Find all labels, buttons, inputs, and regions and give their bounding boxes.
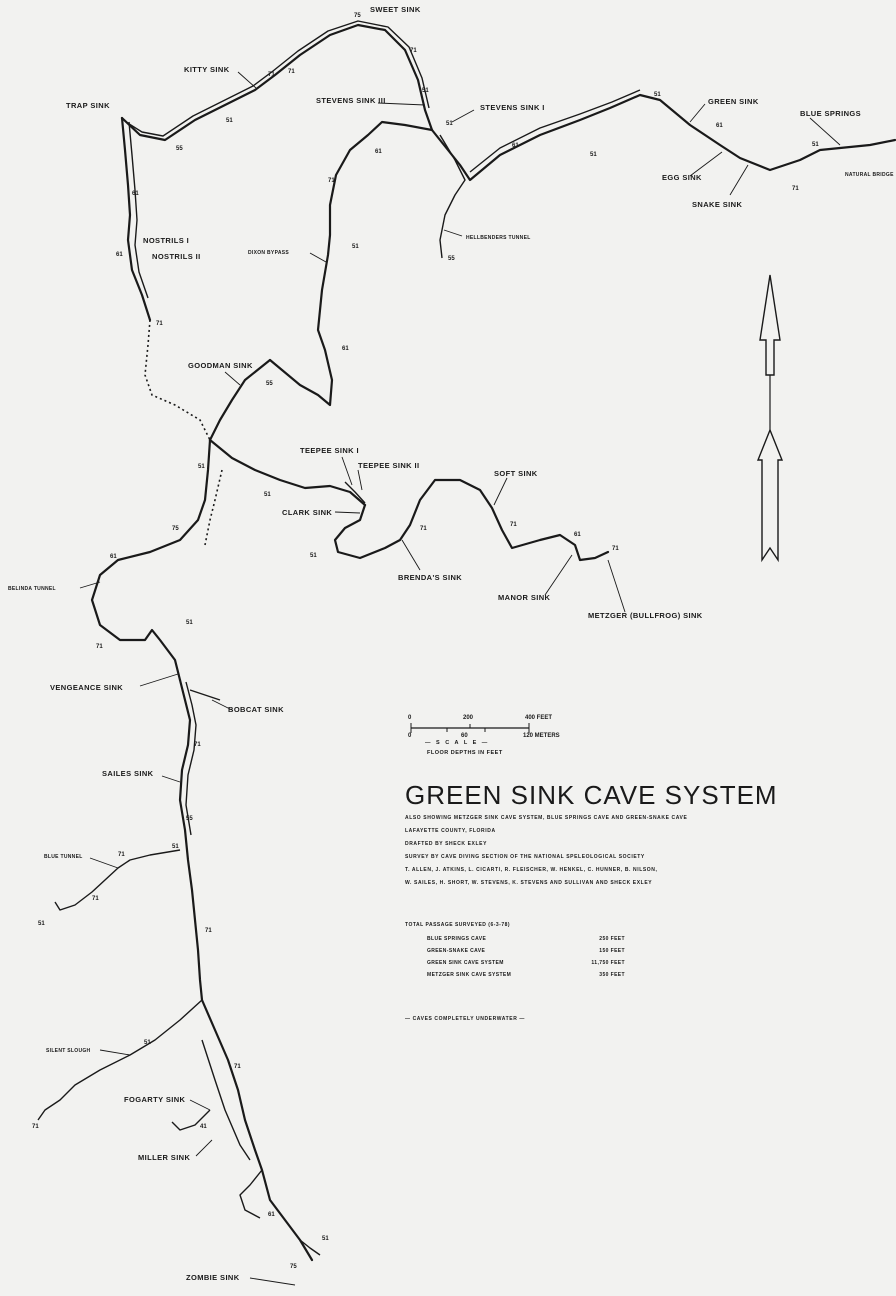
label-egg-sink: EGG SINK — [662, 173, 702, 182]
depth-marker: 71 — [288, 69, 295, 75]
depth-marker: 75 — [172, 526, 179, 532]
scale-feet-0: 0 — [408, 715, 412, 721]
depth-marker: 51 — [186, 620, 193, 626]
totals-value: 150 FEET — [599, 948, 625, 954]
place-labels — [8, 5, 894, 1282]
label-nostrils-ii: NOSTRILS II — [152, 252, 201, 261]
depth-marker: 71 — [118, 852, 125, 858]
depth-marker: 51 — [310, 553, 317, 559]
depth-marker: 71 — [420, 526, 427, 532]
description-line: LAFAYETTE COUNTY, FLORIDA — [405, 828, 496, 834]
depth-marker: 71 — [612, 546, 619, 552]
label-snake-sink: SNAKE SINK — [692, 200, 743, 209]
totals-name: METZGER SINK CAVE SYSTEM — [427, 972, 512, 978]
depth-marker: 41 — [200, 1124, 207, 1130]
label-clark-sink: CLARK SINK — [282, 508, 333, 517]
depth-marker: 71 — [205, 928, 212, 934]
depth-marker: 75 — [354, 13, 361, 19]
depth-marker: 71 — [328, 178, 335, 184]
label-teepee-sink-ii: TEEPEE SINK II — [358, 461, 420, 470]
depth-marker: 51 — [172, 844, 179, 850]
cave-passages — [38, 21, 895, 1260]
label-teepee-sink-i: TEEPEE SINK I — [300, 446, 359, 455]
description-line: W. SAILES, H. SHORT, W. STEVENS, K. STEVENS AND SULLIVAN AND SHECK EXLEY — [405, 880, 653, 886]
depth-marker: 51 — [422, 88, 429, 94]
depth-marker: 51 — [812, 142, 819, 148]
scale-caption: — S C A L E — — [425, 740, 490, 746]
depth-marker: 71 — [32, 1124, 39, 1130]
label-fogarty-sink: FOGARTY SINK — [124, 1095, 186, 1104]
label-stevens-sink-ii: STEVENS SINK III — [316, 96, 386, 105]
description-line: SURVEY BY CAVE DIVING SECTION OF THE NATIONAL SPELEOLOGICAL SOCIETY — [405, 854, 645, 860]
totals-row — [405, 972, 625, 984]
label-belinda-tunnel: BELINDA TUNNEL — [8, 586, 56, 592]
label-hellbenders-tunnel: HELLBENDERS TUNNEL — [466, 235, 531, 241]
label-miller-sink: MILLER SINK — [138, 1153, 191, 1162]
label-sailes-sink: SAILES SINK — [102, 769, 154, 778]
depth-marker: 61 — [132, 191, 139, 197]
label-goodman-sink: GOODMAN SINK — [188, 361, 253, 370]
label-blue-springs: BLUE SPRINGS — [800, 109, 862, 118]
depth-marker: 61 — [268, 1212, 275, 1218]
depth-marker: 61 — [716, 123, 723, 129]
underwater-note: — CAVES COMPLETELY UNDERWATER — — [405, 1016, 526, 1022]
depth-marker: 51 — [144, 1040, 151, 1046]
depth-marker: 61 — [342, 346, 349, 352]
label-vengeance-sink: VENGEANCE SINK — [50, 683, 124, 692]
label-green-sink: GREEN SINK — [708, 97, 759, 106]
depth-marker: 71 — [156, 321, 163, 327]
label-bobcat-sink: BOBCAT SINK — [228, 705, 284, 714]
map-description — [405, 815, 805, 893]
depth-marker: 71 — [410, 48, 417, 54]
map-title: GREEN SINK CAVE SYSTEM — [405, 780, 778, 810]
totals-value: 350 FEET — [599, 972, 625, 978]
description-line: ALSO SHOWING METZGER SINK CAVE SYSTEM, BLUE SPRINGS CAVE AND GREEN-SNAKE CAVE — [405, 815, 688, 821]
label-sweet-sink: SWEET SINK — [370, 5, 421, 14]
depth-marker: 51 — [352, 244, 359, 250]
totals-name: GREEN SINK CAVE SYSTEM — [427, 960, 504, 966]
label-brendas-sink: BRENDA'S SINK — [398, 573, 463, 582]
depth-marker: 71 — [510, 522, 517, 528]
depth-marker: 55 — [266, 381, 273, 387]
depth-marker: 71 — [194, 742, 201, 748]
depth-marker: 61 — [110, 554, 117, 560]
label-kitty-sink: KITTY SINK — [184, 65, 230, 74]
scale-m-60: 60 — [461, 733, 468, 739]
label-silent-slough: SILENT SLOUGH — [46, 1048, 91, 1054]
depth-marker: 51 — [654, 92, 661, 98]
scale-bar — [405, 712, 595, 767]
depth-marker: 51 — [590, 152, 597, 158]
label-blue-tunnel: BLUE TUNNEL — [44, 854, 83, 860]
label-zombie-sink: ZOMBIE SINK — [186, 1273, 240, 1282]
depth-marker: 51 — [226, 118, 233, 124]
depth-marker: 61 — [116, 252, 123, 258]
depth-marker: 51 — [446, 121, 453, 127]
totals-header: TOTAL PASSAGE SURVEYED (6-3-78) — [405, 922, 511, 928]
depth-marker: 71 — [92, 896, 99, 902]
label-trap-sink: TRAP SINK — [66, 101, 110, 110]
depth-marker: 51 — [322, 1236, 329, 1242]
description-line: T. ALLEN, J. ATKINS, L. CICARTI, R. FLEISCHER, W. HENKEL, C. HUNNER, B. NILSON, — [405, 867, 658, 873]
depth-marker: 55 — [176, 146, 183, 152]
label-soft-sink: SOFT SINK — [494, 469, 538, 478]
scale-feet-200: 200 — [463, 715, 474, 721]
depth-marker: 55 — [448, 256, 455, 262]
depth-marker: 55 — [186, 816, 193, 822]
label-manor-sink: MANOR SINK — [498, 593, 551, 602]
scale-feet-400: 400 FEET — [525, 715, 553, 721]
depth-marker: 61 — [512, 143, 519, 149]
depth-marker: 61 — [574, 532, 581, 538]
label-metzger-sink: METZGER (BULLFROG) SINK — [588, 611, 703, 620]
depth-marker: 71 — [268, 72, 275, 78]
label-natural-bridge: NATURAL BRIDGE — [845, 172, 894, 178]
scale-m-0: 0 — [408, 733, 412, 739]
depth-marker: 71 — [96, 644, 103, 650]
label-dixon-bypass: DIXON BYPASS — [248, 250, 290, 256]
passage-totals — [405, 922, 625, 984]
totals-name: BLUE SPRINGS CAVE — [427, 936, 487, 942]
scale-m-120: 120 METERS — [523, 733, 560, 739]
label-stevens-sink-i: STEVENS SINK I — [480, 103, 545, 112]
totals-name: GREEN-SNAKE CAVE — [427, 948, 486, 954]
totals-row — [405, 960, 625, 972]
depth-marker: 75 — [290, 1264, 297, 1270]
totals-row — [405, 948, 625, 960]
totals-row — [405, 936, 625, 948]
depth-marker: 71 — [792, 186, 799, 192]
depth-marker: 51 — [38, 921, 45, 927]
floor-depth-note: FLOOR DEPTHS IN FEET — [427, 750, 503, 756]
depth-marker: 51 — [264, 492, 271, 498]
depth-marker: 61 — [375, 149, 382, 155]
label-nostrils-i: NOSTRILS I — [143, 236, 190, 245]
depth-marker: 71 — [234, 1064, 241, 1070]
totals-value: 250 FEET — [599, 936, 625, 942]
depth-marker: 51 — [198, 464, 205, 470]
description-line: DRAFTED BY SHECK EXLEY — [405, 841, 488, 847]
north-arrow-icon — [758, 275, 782, 560]
totals-value: 11,750 FEET — [591, 960, 625, 966]
